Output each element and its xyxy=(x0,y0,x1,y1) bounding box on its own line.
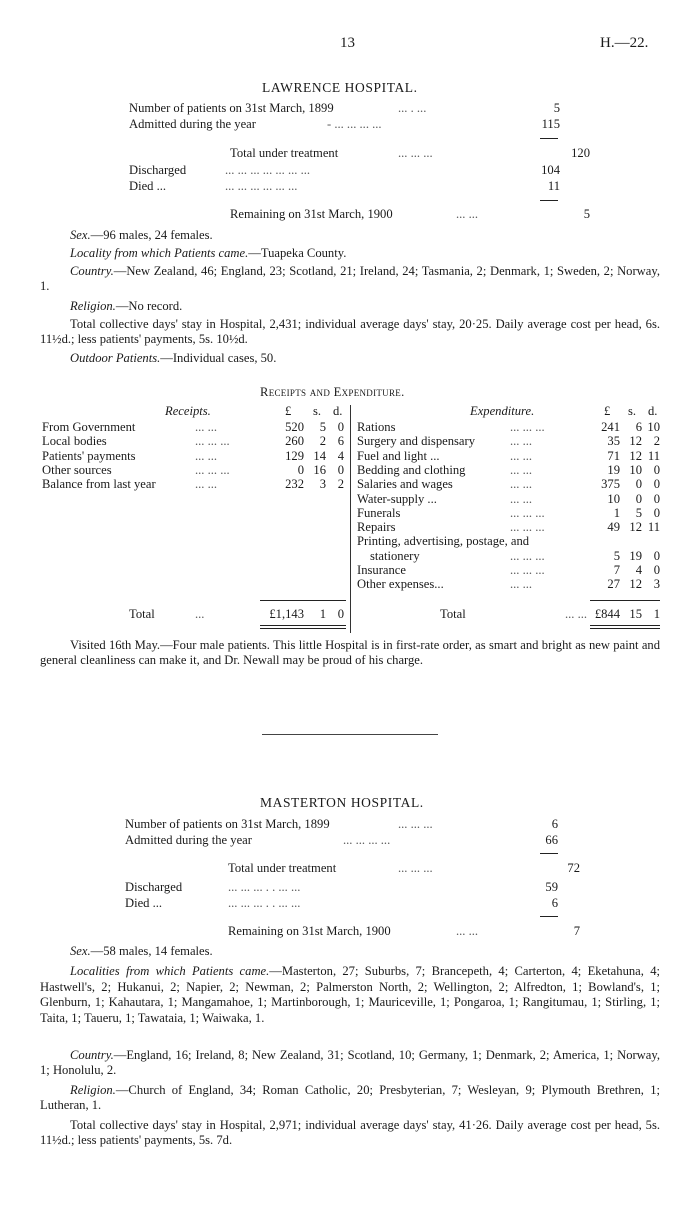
lawrence-title: LAWRENCE HOSPITAL. xyxy=(262,80,418,95)
expenditure-pounds: 19 xyxy=(607,462,620,477)
receipt-shillings: 5 xyxy=(319,420,326,434)
col-shillings: s. xyxy=(313,404,322,418)
expenditure-pence: 11 xyxy=(647,520,660,535)
expenditure-total-label: Total xyxy=(440,607,466,621)
died-label: Died ... xyxy=(129,179,167,193)
lawrence-sex: Sex.—96 males, 24 females. xyxy=(70,228,213,242)
receipt-dots: ... ... ... xyxy=(195,462,230,477)
discharged-label: Discharged xyxy=(129,163,187,177)
masterton-localities: Localities from which Patients came.—Masterton, 27; Suburbs, 7; Brancepeth, 4; Carterton, 4; Eketahuna, 4; Hastwell's, 2; Hukanui, 2; Napier, 2; Newman, 2; Palmerston North, 2; Wellington, 2; Alfredton, 1; Bowland's, 1; Glenburn, 1; Kahautara, 1; Mangamahoe, 1; Martinborough, 1; Mauriceville, 1; Pongaroa, 1; Rangitumau, 1; Stirling, 1; Taita, 1; Taueru, 1; Tawataia, 1; Waiwaka, 1. xyxy=(40,964,660,1025)
discharged-value: 59 xyxy=(545,880,558,894)
total-label: Total under treatment xyxy=(230,146,339,160)
masterton-sex: Sex.—58 males, 14 females. xyxy=(70,944,213,958)
expenditure-dots: ... ... ... xyxy=(510,420,545,434)
expenditure-pence: 2 xyxy=(653,434,660,449)
expenditure-dots: ... ... ... xyxy=(510,563,545,577)
stat-label: Number of patients on 31st March, 1899 xyxy=(129,101,334,115)
stat-dots: ... ... ... xyxy=(398,861,433,875)
masterton-country: Country.—England, 16; Ireland, 8; New Zealand, 31; Scotland, 10; Germany, 1; Denmark, 2; America, 1; Norway, 1; Honolulu, 2. xyxy=(40,1048,660,1078)
expenditure-dots: ... ... xyxy=(510,462,533,477)
stat-value: 115 xyxy=(541,117,560,131)
column-separator xyxy=(350,405,351,633)
expenditure-pounds: 71 xyxy=(607,448,620,463)
died-value: 6 xyxy=(551,896,558,910)
receipt-pence: 0 xyxy=(337,462,344,477)
expenditure-label: Repairs xyxy=(357,520,396,535)
receipts-total-label: Total xyxy=(129,607,155,621)
receipt-label: Balance from last year xyxy=(42,477,156,492)
stat-value: 66 xyxy=(545,833,558,847)
receipt-dots: ... ... ... xyxy=(195,434,230,449)
receipt-dots: ... ... xyxy=(195,477,218,492)
stat-dots: ... ... ... . . ... ... xyxy=(228,880,301,894)
expenditure-dots: ... ... ... xyxy=(510,505,545,520)
masterton-religion: Religion.—Church of England, 34; Roman Catholic, 20; Presbyterian, 7; Wesleyan, 9; Plymouth Brethren, 1; Lutheran, 1. xyxy=(40,1083,660,1113)
receipt-pounds: 520 xyxy=(285,420,304,434)
expenditure-shillings: 19 xyxy=(629,548,642,563)
discharged-label: Discharged xyxy=(125,880,183,894)
expenditure-label: Surgery and dispensary xyxy=(357,434,475,449)
receipt-shillings: 14 xyxy=(313,448,326,463)
total-rule xyxy=(260,628,346,629)
total-rule xyxy=(260,600,346,601)
stat-dots: ... ... ... ... ... ... xyxy=(225,179,298,193)
discharged-value: 104 xyxy=(541,163,560,177)
receipt-pence: 6 xyxy=(337,434,344,449)
expenditure-pounds: 49 xyxy=(607,520,620,535)
receipt-pounds: 0 xyxy=(297,462,304,477)
expenditure-dots: ... ... xyxy=(510,577,533,592)
expenditure-shillings: 4 xyxy=(635,563,642,577)
total-value: 72 xyxy=(567,861,580,875)
stat-label: Admitted during the year xyxy=(129,117,256,131)
expenditure-total-pounds: £844 xyxy=(594,607,620,621)
receipt-label: Patients' payments xyxy=(42,448,136,463)
col-pound: £ xyxy=(604,404,611,418)
page-number: 13 xyxy=(340,35,355,51)
expenditure-label: stationery xyxy=(370,548,420,563)
expenditure-shillings: 0 xyxy=(635,491,642,506)
receipts-total-dots: ... xyxy=(195,607,205,621)
expenditure-pounds: 1 xyxy=(613,505,620,520)
expenditure-pence: 0 xyxy=(653,491,660,506)
remaining-value: 5 xyxy=(583,207,590,221)
lawrence-outdoor: Outdoor Patients.—Individual cases, 50. xyxy=(70,351,277,365)
expenditure-pence: 3 xyxy=(653,577,660,592)
expenditure-label: Salaries and wages xyxy=(357,477,453,492)
total-rule xyxy=(590,600,660,601)
receipt-label: From Government xyxy=(42,420,136,434)
expenditure-pounds: 35 xyxy=(607,434,620,449)
receipt-shillings: 2 xyxy=(319,434,326,449)
total-rule xyxy=(260,625,346,626)
total-label: Total under treatment xyxy=(228,861,337,875)
receipt-shillings: 3 xyxy=(319,477,326,492)
expenditure-pounds: 241 xyxy=(601,420,620,434)
expenditure-label: Insurance xyxy=(357,563,406,577)
expenditure-shillings: 0 xyxy=(635,477,642,492)
expenditure-pounds: 10 xyxy=(607,491,620,506)
expenditure-pounds: 375 xyxy=(601,477,620,492)
divider xyxy=(540,138,558,139)
expenditure-pounds: 7 xyxy=(613,563,620,577)
receipts-heading: Receipts. xyxy=(165,404,211,418)
section-divider xyxy=(262,734,438,735)
stat-dots: ... ... ... ... xyxy=(343,833,391,847)
divider xyxy=(540,916,558,917)
lawrence-visit: Visited 16th May.—Four male patients. This little Hospital is in first-rate order, as smart and bright as new paint and general cleanliness can make it, and Dr. Newall may be proud of his charge. xyxy=(40,638,660,668)
remaining-label: Remaining on 31st March, 1900 xyxy=(228,924,391,938)
receipt-shillings: 16 xyxy=(313,462,326,477)
masterton-title: MASTERTON HOSPITAL. xyxy=(260,795,424,810)
lawrence-locality: Locality from which Patients came.—Tuapeka County. xyxy=(70,246,347,260)
col-pound: £ xyxy=(285,404,292,418)
stat-dots: ... ... ... xyxy=(398,146,433,160)
remaining-label: Remaining on 31st March, 1900 xyxy=(230,207,393,221)
lawrence-stay: Total collective days' stay in Hospital, 2,431; individual average days' stay, 20·25. Daily average cost per head, 6s. 11½d.; less patients' payments, 5s. 10½d. xyxy=(40,317,660,347)
expenditure-label: Other expenses... xyxy=(357,577,444,592)
col-shillings: s. xyxy=(628,404,637,418)
expenditure-pence: 10 xyxy=(647,420,660,434)
col-pence: d. xyxy=(333,404,343,418)
stat-dots: ... ... ... ... ... ... ... xyxy=(225,163,311,177)
total-rule xyxy=(590,625,660,626)
expenditure-label: Water-supply ... xyxy=(357,491,437,506)
expenditure-shillings: 12 xyxy=(629,577,642,592)
masterton-stay: Total collective days' stay in Hospital, 2,971; individual average days' stay, 41·26. Daily average cost per head, 5s. 11½d.; less patients' payments, 5s. 7d. xyxy=(40,1118,660,1148)
receipt-pounds: 129 xyxy=(285,448,304,463)
expenditure-label: Fuel and light ... xyxy=(357,448,440,463)
receipt-label: Other sources xyxy=(42,462,112,477)
expenditure-dots: ... ... ... xyxy=(510,548,545,563)
stat-dots: ... ... xyxy=(456,924,479,938)
expenditure-pence: 0 xyxy=(653,563,660,577)
total-value: 120 xyxy=(571,146,590,160)
col-pence: d. xyxy=(648,404,658,418)
expenditure-pounds: 27 xyxy=(607,577,620,592)
expenditure-shillings: 12 xyxy=(629,434,642,449)
died-value: 11 xyxy=(547,179,560,193)
receipt-dots: ... ... xyxy=(195,448,218,463)
expenditure-pence: 0 xyxy=(653,505,660,520)
expenditure-label: Funerals xyxy=(357,505,401,520)
expenditure-total-dots: ... ... xyxy=(565,607,588,621)
stat-dots: ... ... xyxy=(456,207,479,221)
expenditure-shillings: 12 xyxy=(629,448,642,463)
expenditure-label: Bedding and clothing xyxy=(357,462,466,477)
stat-label: Number of patients on 31st March, 1899 xyxy=(125,817,330,831)
expenditure-dots: ... ... ... xyxy=(510,520,545,535)
receipt-label: Local bodies xyxy=(42,434,107,449)
lawrence-religion: Religion.—No record. xyxy=(70,299,183,313)
expenditure-shillings: 12 xyxy=(629,520,642,535)
expenditure-dots: ... ... xyxy=(510,477,533,492)
stat-dots: ... ... ... . . ... ... xyxy=(228,896,301,910)
expenditure-pence: 11 xyxy=(647,448,660,463)
expenditure-total-pence: 1 xyxy=(653,607,660,621)
stat-label: Admitted during the year xyxy=(125,833,252,847)
died-label: Died ... xyxy=(125,896,163,910)
document-reference: H.—22. xyxy=(600,35,649,51)
receipts-total-pence: 0 xyxy=(337,607,344,621)
expenditure-dots: ... ... xyxy=(510,448,533,463)
stat-dots: - ... ... ... ... xyxy=(327,117,382,131)
receipts-total-pounds: £1,143 xyxy=(269,607,304,621)
expenditure-shillings: 10 xyxy=(629,462,642,477)
total-rule xyxy=(590,628,660,629)
expenditure-shillings: 5 xyxy=(635,505,642,520)
receipt-pence: 0 xyxy=(337,420,344,434)
divider xyxy=(540,853,558,854)
expenditure-total-shillings: 15 xyxy=(629,607,642,621)
divider xyxy=(540,200,558,201)
expenditure-pence: 0 xyxy=(653,462,660,477)
expenditure-label: Rations xyxy=(357,420,396,434)
expenditure-label: Printing, advertising, postage, and xyxy=(357,534,530,549)
receipt-pounds: 232 xyxy=(285,477,304,492)
remaining-value: 7 xyxy=(573,924,580,938)
expenditure-pounds: 5 xyxy=(613,548,620,563)
stat-dots: ... ... ... xyxy=(398,817,433,831)
expenditure-dots: ... ... xyxy=(510,491,533,506)
expenditure-dots: ... ... xyxy=(510,434,533,449)
expenditure-pence: 0 xyxy=(653,477,660,492)
receipt-pence: 2 xyxy=(337,477,344,492)
expenditure-shillings: 6 xyxy=(635,420,642,434)
expenditure-heading: Expenditure. xyxy=(470,404,535,418)
stat-value: 6 xyxy=(551,817,558,831)
receipts-total-shillings: 1 xyxy=(319,607,326,621)
stat-value: 5 xyxy=(553,101,560,115)
receipt-dots: ... ... xyxy=(195,420,218,434)
lawrence-country: Country.—New Zealand, 46; England, 23; Scotland, 21; Ireland, 24; Tasmania, 2; Denmark, 1; Sweden, 2; Norway, 1. xyxy=(40,264,660,294)
expenditure-pence: 0 xyxy=(653,548,660,563)
stat-dots: ... . ... xyxy=(398,101,427,115)
receipt-pounds: 260 xyxy=(285,434,304,449)
receipt-pence: 4 xyxy=(337,448,344,463)
accounts-title: Receipts and Expenditure. xyxy=(260,385,405,399)
